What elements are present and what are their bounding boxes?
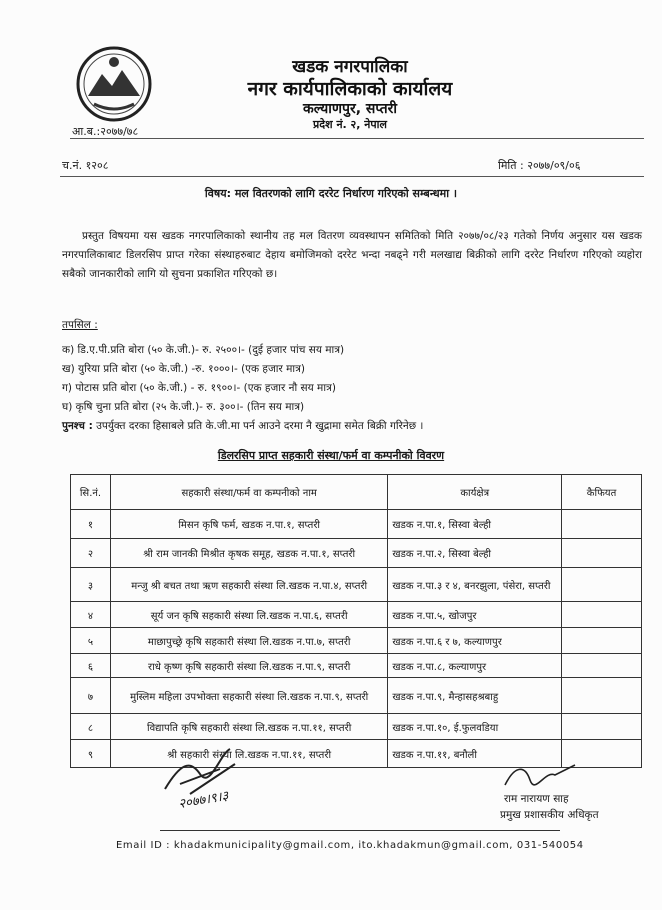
- cell-name: मुस्लिम महिला उपभोक्ता सहकारी संस्था लि.खडक न.पा.९, सप्तरी: [110, 678, 387, 714]
- footer-contact: Email ID : khadakmunicipality@gmail.com, ito.khadakmun@gmail.com, 031-540054: [116, 840, 584, 851]
- cell-area: खडक न.पा.६ र ७, कल्याणपुर: [388, 628, 562, 654]
- cell-remarks: [562, 510, 642, 539]
- nepal-emblem-icon: [74, 44, 154, 124]
- cell-serial: २: [71, 539, 111, 568]
- reference-number: च.नं. १२०८: [62, 159, 109, 172]
- cell-serial: ९: [71, 740, 111, 768]
- cell-serial: ६: [71, 654, 111, 678]
- table-row: [71, 628, 642, 654]
- table-row: [71, 654, 642, 678]
- rates-list: [62, 341, 423, 436]
- cell-name: माछापुच्छ्रे कृषि सहकारी संस्था लि.खडक न.पा.७, सप्तरी: [110, 628, 387, 654]
- body-paragraph: प्रस्तुत विषयमा यस खडक नगरपालिकाको स्थानीय तह मल वितरण व्यवस्थापन समितिको मिति २०७७/०८/२३ गतेको निर्णय अनुसार यस खडक नगरपालिकाबाट डिलरसिप प्राप्त गरेका संस्थाहरुबाट देहाय बमोजिमको दररेट भन्दा नबढ्ने गरी मलखाद्य बिक्रीको लागि दररेट निर्धारण गरिएको व्यहोरा सबैको जानकारीको लागि यो सुचना प्रकाशित गरिएको छ।: [62, 230, 642, 280]
- table-row: [71, 678, 642, 714]
- cell-name: मन्जु श्री बचत तथा ऋण सहकारी संस्था लि.खडक न.पा.४, सप्तरी: [110, 568, 387, 602]
- cell-remarks: [562, 602, 642, 628]
- footer-divider: [160, 830, 560, 831]
- handwritten-signature-right: [500, 760, 580, 790]
- cell-serial: ८: [71, 714, 111, 740]
- table-title: डिलरसिप प्राप्त सहकारी संस्था/फर्म वा कम्पनीको विवरण: [217, 449, 445, 462]
- cell-area: खडक न.पा.१, सिस्वा बेल्ही: [388, 510, 562, 539]
- cell-serial: ४: [71, 602, 111, 628]
- signatory-name: राम नारायण साह: [504, 793, 569, 805]
- table-row: [71, 539, 642, 568]
- cell-remarks: [562, 568, 642, 602]
- table-row: [71, 510, 642, 539]
- cell-name: श्री राम जानकी मिश्रीत कृषक समूह, खडक न.पा.१, सप्तरी: [110, 539, 387, 568]
- header-divider: [70, 138, 644, 139]
- municipality-name: खडक नगरपालिका: [292, 57, 408, 77]
- cell-area: खडक न.पा.२, सिस्वा बेल्ही: [388, 539, 562, 568]
- rate-item: क) डि.ए.पी.प्रति बोरा (५० के.जी.)- रु. २५००।- (दुई हजार पांच सय मात्र): [62, 344, 345, 356]
- office-province: प्रदेश नं. २, नेपाल: [313, 118, 387, 131]
- office-location: कल्याणपुर, सप्तरी: [303, 101, 397, 117]
- table-row: [71, 602, 642, 628]
- details-label: तपसिल :: [62, 319, 98, 331]
- postscript: [62, 417, 423, 436]
- office-name: नगर कार्यपालिकाको कार्यालय: [247, 78, 453, 100]
- cell-serial: ३: [71, 568, 111, 602]
- header-serial: सि.नं.: [71, 475, 111, 510]
- cell-area: खडक न.पा.११, बनौली: [388, 740, 562, 768]
- fiscal-year: आ.ब.:२०७७/७८: [72, 125, 139, 138]
- signatory-designation: प्रमुख प्रशासकीय अधिकृत: [500, 809, 599, 821]
- table-row: [71, 714, 642, 740]
- cell-name: मिसन कृषि फर्म, खडक न.पा.१, सप्तरी: [110, 510, 387, 539]
- cell-name: राधे कृष्ण कृषि सहकारी संस्था लि.खडक न.पा.९, सप्तरी: [110, 654, 387, 678]
- cell-area: खडक न.पा.८, कल्याणपुर: [388, 654, 562, 678]
- letter-date: मिति : २०७७/०९/०६: [498, 159, 581, 172]
- cell-serial: ५: [71, 628, 111, 654]
- cell-area: खडक न.पा.५, खोजपुर: [388, 602, 562, 628]
- cell-area: खडक न.पा.३ र ४, बनरझुला, पंसेरा, सप्तरी: [388, 568, 562, 602]
- header-area: कार्यक्षेत्र: [388, 475, 562, 510]
- cell-name: विद्यापति कृषि सहकारी संस्था लि.खडक न.पा.११, सप्तरी: [110, 714, 387, 740]
- cell-area: खडक न.पा.१०, ई.फुलवडिया: [388, 714, 562, 740]
- cell-name: श्री सहकारी संस्था लि.खडक न.पा.११, सप्तरी: [110, 740, 387, 768]
- dealer-table: [70, 474, 642, 768]
- rate-item: घ) कृषि चुना प्रति बोरा (२५ के.जी.)- रु. ३००।- (तिन सय मात्र): [62, 401, 305, 413]
- rate-item: ख) युरिया प्रति बोरा (५० के.जी.) -रु. १०००।- (एक हजार मात्र): [62, 363, 305, 375]
- cell-area: खडक न.पा.९, मैन्हासहश्रबाहु: [388, 678, 562, 714]
- cell-remarks: [562, 654, 642, 678]
- header-remarks: कैफियत: [562, 475, 642, 510]
- table-header-row: [71, 475, 642, 510]
- cell-serial: ७: [71, 678, 111, 714]
- letter-subject: विषय: मल वितरणको लागि दररेट निर्धारण गरिएको सम्बन्धमा ।: [204, 187, 458, 200]
- cell-name: सूर्य जन कृषि सहकारी संस्था लि.खडक न.पा.६, सप्तरी: [110, 602, 387, 628]
- handwritten-date: २०७७।९।३: [177, 788, 230, 813]
- cell-serial: १: [71, 510, 111, 539]
- cell-remarks: [562, 539, 642, 568]
- date-divider: [60, 176, 644, 177]
- rate-item: ग) पोटास प्रति बोरा (५० के.जी.) - रु. १९००।- (एक हजार नौ सय मात्र): [62, 382, 336, 394]
- cell-remarks: [562, 714, 642, 740]
- header-name: सहकारी संस्था/फर्म वा कम्पनीको नाम: [110, 475, 387, 510]
- cell-remarks: [562, 678, 642, 714]
- postscript-label: पुनश्च :: [62, 420, 93, 432]
- postscript-text: उपर्युक्त दरका हिसाबले प्रति के.जी.मा पर्न आउने दरमा नै खुद्रामा समेत बिक्री गरिनेछ ।: [96, 420, 424, 432]
- table-row: [71, 568, 642, 602]
- cell-remarks: [562, 628, 642, 654]
